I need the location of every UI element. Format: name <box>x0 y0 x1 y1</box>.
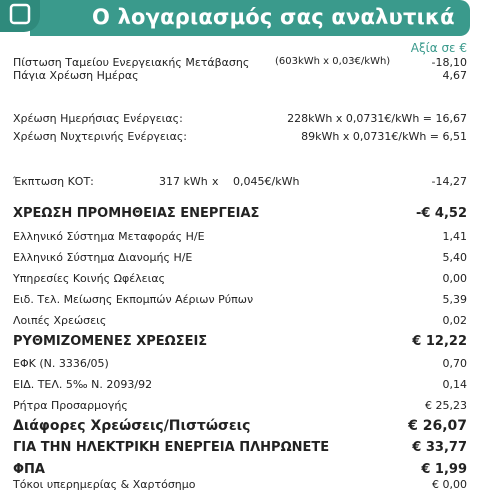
discount-value: -14,27 <box>431 175 467 188</box>
row-label: ΕΦΚ (Ν. 3336/05) <box>13 357 109 370</box>
supply-total-value: -€ 4,52 <box>415 206 467 221</box>
row-calc: 89kWh x 0,0731€/kWh = 6,51 <box>301 130 467 143</box>
row-value: 5,39 <box>442 293 467 306</box>
row-value: 0,14 <box>442 378 467 391</box>
regulated-total-value: € 12,22 <box>412 334 467 349</box>
supply-total-label: ΧΡΕΩΣΗ ΠΡΟΜΗΘΕΙΑΣ ΕΝΕΡΓΕΙΑΣ <box>13 206 260 221</box>
row-value: 5,40 <box>442 251 467 264</box>
vat-value: € 1,99 <box>421 462 467 477</box>
row-label: ΕΙΔ. ΤΕΛ. 5‰ Ν. 2093/92 <box>13 378 153 391</box>
row-value: 4,67 <box>442 69 467 82</box>
row-value: 1,41 <box>442 230 467 243</box>
row-label: Χρέωση Ημερήσιας Ενέργειας: <box>13 112 183 125</box>
row-label: Πάγια Χρέωση Ημέρας <box>13 69 139 82</box>
discount-kwh: 317 kWh <box>159 175 208 188</box>
row-value: € 25,23 <box>425 399 467 412</box>
pay-total-value: € 33,77 <box>412 440 467 455</box>
section-title: Ο λογαριασμός σας αναλυτικά <box>92 5 455 29</box>
row-label: Χρέωση Νυχτερινής Ενέργειας: <box>13 130 188 143</box>
row-label: Ρήτρα Προσαρμογής <box>13 399 128 412</box>
discount-rate: 0,045€/kWh <box>233 175 300 188</box>
row-label: Υπηρεσίες Κοινής Ωφέλειας <box>13 272 166 285</box>
row-detail: (603kWh x 0,03€/kWh) <box>275 56 391 67</box>
row-label: Ειδ. Τελ. Μείωσης Εκπομπών Αέριων Ρύπων <box>13 293 254 306</box>
row-value: 0,00 <box>442 272 467 285</box>
pay-total-label: ΓΙΑ ΤΗΝ ΗΛΕΚΤΡΙΚΗ ΕΝΕΡΓΕΙΑ ΠΛΗΡΩΝΕΤΕ <box>13 440 330 455</box>
late-fee-value: € 0,00 <box>432 478 467 491</box>
row-label: Ελληνικό Σύστημα Διανομής Η/Ε <box>13 251 193 264</box>
value-header-label: Αξία σε € <box>410 41 467 55</box>
document-icon-badge <box>0 0 40 32</box>
row-label: Λοιπές Χρεώσεις <box>13 314 107 327</box>
discount-x: x <box>212 175 219 188</box>
document-icon <box>8 2 32 26</box>
row-label: Ελληνικό Σύστημα Μεταφοράς Η/Ε <box>13 230 205 243</box>
discount-label: Έκπτωση ΚΟΤ: <box>13 175 94 188</box>
misc-total-label: Διάφορες Χρεώσεις/Πιστώσεις <box>13 418 251 434</box>
late-fee-label: Τόκοι υπερημερίας & Χαρτόσημο <box>13 478 196 491</box>
row-label: Πίστωση Ταμείου Ενεργειακής Μετάβασης <box>13 56 250 69</box>
row-calc: 228kWh x 0,0731€/kWh = 16,67 <box>287 112 467 125</box>
section-header <box>0 0 478 42</box>
row-value: -18,10 <box>431 56 467 69</box>
row-value: 0,02 <box>442 314 467 327</box>
row-value: 0,70 <box>442 357 467 370</box>
vat-label: ΦΠΑ <box>13 462 45 477</box>
misc-total-value: € 26,07 <box>408 418 467 434</box>
regulated-total-label: ΡΥΘΜΙΖΟΜΕΝΕΣ ΧΡΕΩΣΕΙΣ <box>13 334 208 349</box>
